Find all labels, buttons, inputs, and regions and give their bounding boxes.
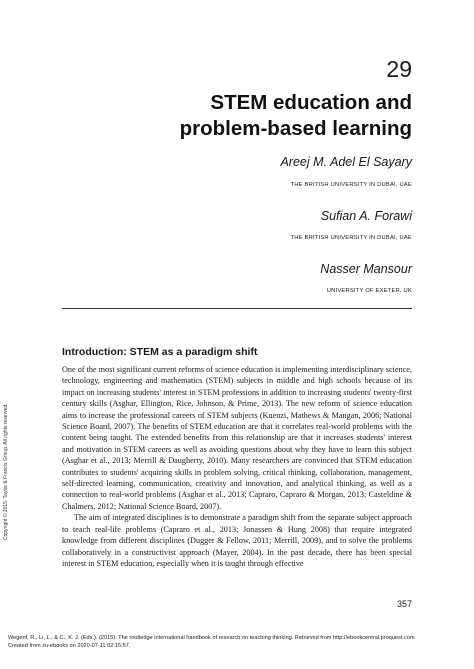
citation-line-2: Created from zu-ebooks on 2020-07-11 02:15:57. bbox=[8, 642, 131, 649]
citation-line-1: Wegerif, R., Li, L., & C., K. J. (Eds.). (2015). The routledge international handbook of research on teaching thinking. Retrieved from http://ebookcentral.proquest.com bbox=[8, 635, 415, 641]
section-heading: Introduction: STEM as a paradigm shift bbox=[62, 346, 258, 358]
chapter-title-line-1: STEM education and bbox=[210, 91, 412, 114]
author-name-2: Sufian A. Forawi bbox=[320, 209, 412, 223]
body-paragraph-1: One of the most significant current reforms of science education is implementing interdisciplinary science, technology, engineering and mathematics (STEM) subjects in middle and high schools because of its impact on increasing students' interest in STEM professions in addition to increasing students' twenty-first century skills (Asghar, Ellington, Rice, Johnson, & Prime, 2013). The new reform of science education aims to increase the professional careers of STEM subjects (Kuenzi, Mathews & Mangan, 2006; National Science Board, 2007). The benefits of STEM education are that it correlates real-world problems with the content being taught. The extended benefits from this relationship are that it increases students' interest and motivation in STEM careers as well as avoiding questions about why they have to learn this subject (Asghar et al., 2013; Merrill & Daugherty, 2010). Many researchers are convinced that STEM education contributes to students' acquiring skills in problem solving, critical thinking, collaboration, management, self-directed learning, communication, creativity and innovation, and analytical thinking, as well as a connection to real-world problems (Asghar et al., 2013; Capraro, Capraro & Morgan, 2013; Casteldine & Chalmers, 2012; National Science Board, 2007). bbox=[62, 365, 412, 511]
body-paragraph-2: The aim of integrated disciplines is to demonstrate a paradigm shift from the separate subject approach to teach real-life problems (Capraro et al., 2013; Jonassen & Hung 2008) that require integrated knowledge from different disciplines (Dugger & Fellow, 2011; Merrill, 2009), and to solve the problems collaboratively in a constructivist approach (Mayer, 2004). In the past decade, there has been special interest in STEM education, especially when it is taught through effective bbox=[62, 513, 412, 568]
chapter-title-line-2: problem-based learning bbox=[179, 117, 412, 140]
author-affiliation-1: THE BRITISH UNIVERSITY IN DUBAI, UAE bbox=[290, 182, 412, 188]
author-affiliation-3: UNIVERSITY OF EXETER, UK bbox=[326, 288, 412, 294]
title-divider bbox=[62, 308, 412, 309]
section-body bbox=[62, 364, 412, 569]
chapter-title bbox=[180, 90, 412, 142]
citation-footer bbox=[8, 635, 415, 650]
author-affiliation-2: THE BRITISH UNIVERSITY IN DUBAI, UAE bbox=[290, 235, 412, 241]
page-number: 357 bbox=[396, 599, 412, 609]
author-name-1: Areej M. Adel El Sayary bbox=[280, 155, 412, 169]
chapter-number: 29 bbox=[386, 56, 412, 82]
author-name-3: Nasser Mansour bbox=[320, 262, 412, 276]
copyright-side-note: Copyright © 2015. Taylor & Francis Group. All rights reserved. bbox=[3, 403, 9, 540]
